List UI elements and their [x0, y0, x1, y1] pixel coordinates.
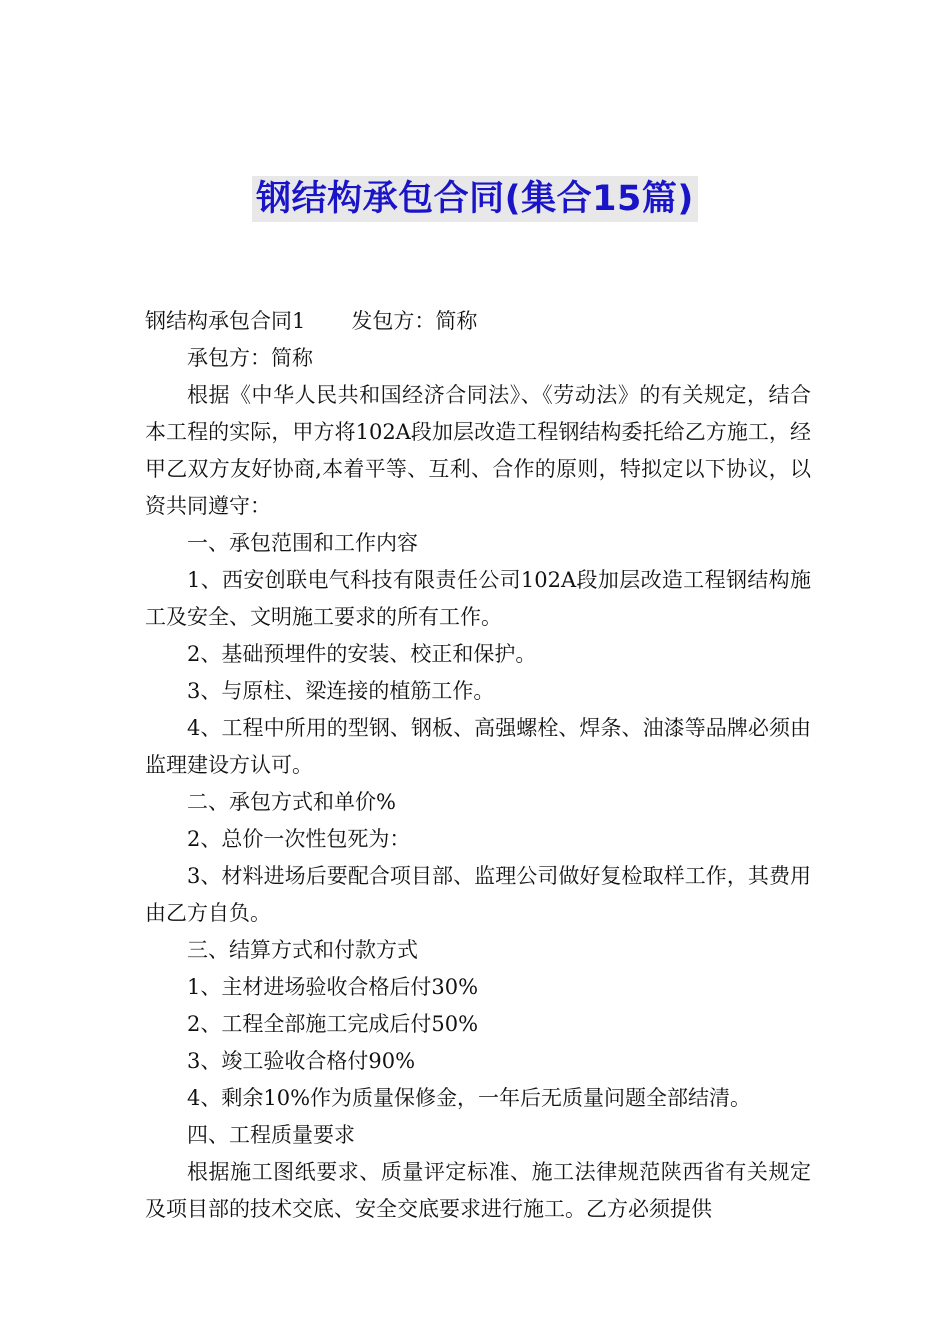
section-heading: 二、承包方式和单价%	[187, 790, 396, 814]
party-a-line: 发包方：简称	[351, 309, 478, 333]
paragraph: 2、工程全部施工完成后付50%	[187, 1012, 479, 1036]
document-title: 钢结构承包合同(集合15篇)	[252, 176, 698, 222]
first-line	[145, 303, 811, 340]
paragraph: 根据《中华人民共和国经济合同法》、《劳动法》的有关规定，结合本工程的实际，甲方将102A段加层改造工程钢结构委托给乙方施工，经甲乙双方友好协商,本着平等、互利、合作的原则，特拟定以下协议，以资共同遵守：	[145, 383, 811, 518]
document-body	[145, 303, 811, 1228]
paragraph: 3、与原柱、梁连接的植筋工作。	[187, 679, 495, 703]
paragraph: 2、基础预埋件的安装、校正和保护。	[187, 642, 537, 666]
title-container	[0, 176, 950, 222]
paragraph: 3、材料进场后要配合项目部、监理公司做好复检取样工作，其费用由乙方自负。	[145, 864, 811, 925]
contract-heading: 钢结构承包合同1	[145, 309, 306, 333]
paragraph: 3、竣工验收合格付90%	[187, 1049, 416, 1073]
section-heading: 四、工程质量要求	[187, 1123, 355, 1147]
section-heading: 一、承包范围和工作内容	[187, 531, 418, 555]
paragraph: 2、总价一次性包死为：	[187, 827, 411, 851]
section-heading: 三、结算方式和付款方式	[187, 938, 418, 962]
paragraph: 1、西安创联电气科技有限责任公司102A段加层改造工程钢结构施工及安全、文明施工要求的所有工作。	[145, 568, 811, 629]
paragraph: 4、工程中所用的型钢、钢板、高强螺栓、焊条、油漆等品牌必须由监理建设方认可。	[145, 716, 811, 777]
paragraph: 承包方：简称	[187, 346, 313, 370]
paragraph: 1、主材进场验收合格后付30%	[187, 975, 479, 999]
paragraph: 4、剩余10%作为质量保修金，一年后无质量问题全部结清。	[187, 1086, 752, 1110]
paragraph: 根据施工图纸要求、质量评定标准、施工法律规范陕西省有关规定及项目部的技术交底、安全交底要求进行施工。乙方必须提供	[145, 1160, 811, 1221]
